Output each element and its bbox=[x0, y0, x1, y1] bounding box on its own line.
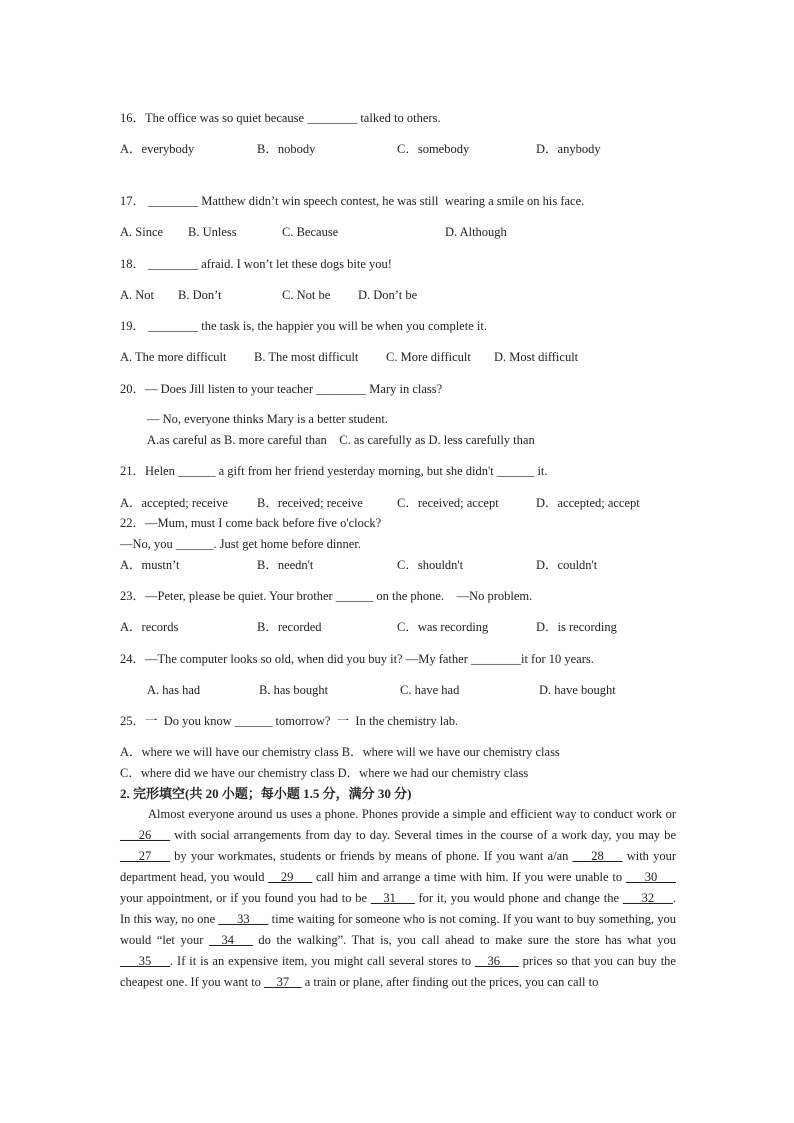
q22-option-d[interactable]: D．couldn't bbox=[536, 558, 598, 572]
passage-text: . In this way, no one bbox=[120, 891, 676, 926]
q21-option-b[interactable]: B．received; receive bbox=[257, 496, 363, 510]
blank-36[interactable]: __36___ bbox=[475, 954, 519, 968]
q24-option-b[interactable]: B. has bought bbox=[259, 683, 329, 697]
q22-option-c[interactable]: C．shouldn't bbox=[397, 558, 464, 572]
q21-option-d[interactable]: D．accepted; accept bbox=[536, 496, 640, 510]
q17-option-c[interactable]: C. Because bbox=[282, 225, 339, 239]
question-21-stem: 21．Helen ______ a gift from her friend yesterday morning, but she didn't ______ it. bbox=[120, 464, 548, 478]
passage-text: call him and arrange a time with him. If you were unable to bbox=[312, 870, 626, 884]
blank-27[interactable]: ___27___ bbox=[120, 849, 170, 863]
q24-option-a[interactable]: A. has had bbox=[147, 683, 201, 697]
passage-text: do the walking”. That is, you call ahead to make sure the store has what you bbox=[252, 933, 676, 947]
question-17-stem: 17． ________ Matthew didn’t win speech contest, he was still wearing a smile on his face. bbox=[120, 194, 585, 208]
blank-30[interactable]: ___30___ bbox=[626, 870, 676, 884]
q19-option-b[interactable]: B. The most difficult bbox=[254, 350, 359, 364]
passage-text: prices so that you can buy the cheapest one. If you want to bbox=[120, 954, 676, 989]
q25-options-line-2[interactable]: C．where did we have our chemistry class D．where we had our chemistry class bbox=[120, 766, 529, 780]
q21-option-c[interactable]: C．received; accept bbox=[397, 496, 499, 510]
section-2-heading: 2. 完形填空(共 20 小题；每小题 1.5 分，满分 30 分) bbox=[120, 786, 412, 801]
q23-option-d[interactable]: D．is recording bbox=[536, 620, 617, 634]
q19-option-d[interactable]: D. Most difficult bbox=[494, 350, 579, 364]
q20-reply: — No, everyone thinks Mary is a better student. bbox=[147, 412, 388, 426]
blank-29[interactable]: __29___ bbox=[268, 870, 313, 884]
q20-options[interactable]: A.as careful as B. more careful than C. as carefully as D. less carefully than bbox=[147, 433, 535, 447]
blank-31[interactable]: __31___ bbox=[370, 891, 415, 905]
question-18-stem: 18． ________ afraid. I won’t let these dogs bite you! bbox=[120, 257, 392, 271]
q16-option-a[interactable]: A．everybody bbox=[120, 142, 195, 156]
blank-32[interactable]: ___32___ bbox=[622, 891, 673, 905]
q19-option-c[interactable]: C. More difficult bbox=[386, 350, 471, 364]
cloze-passage bbox=[120, 804, 676, 993]
passage-text: with social arrangements from day to day. Several times in the course of a work day, you may be bbox=[170, 828, 676, 842]
q23-option-b[interactable]: B．recorded bbox=[257, 620, 322, 634]
question-16-stem: 16．The office was so quiet because ________ talked to others. bbox=[120, 111, 441, 125]
q23-option-a[interactable]: A．records bbox=[120, 620, 179, 634]
q23-option-c[interactable]: C．was recording bbox=[397, 620, 489, 634]
q18-option-b[interactable]: B. Don’t bbox=[178, 288, 222, 302]
q25-options-line-1[interactable]: A．where we will have our chemistry class B．where will we have our chemistry class bbox=[120, 745, 560, 759]
question-24-stem: 24．—The computer looks so old, when did you buy it? —My father ________it for 10 years. bbox=[120, 652, 594, 666]
q18-option-a[interactable]: A. Not bbox=[120, 288, 155, 302]
question-23-stem: 23．—Peter, please be quiet. Your brother ______ on the phone. —No problem. bbox=[120, 589, 533, 603]
q17-option-a[interactable]: A. Since bbox=[120, 225, 164, 239]
blank-34[interactable]: __34___ bbox=[209, 933, 253, 947]
passage-text: by your workmates, students or friends by means of phone. If you want a/an bbox=[170, 849, 573, 863]
q17-option-d[interactable]: D. Although bbox=[445, 225, 507, 239]
q16-option-d[interactable]: D．anybody bbox=[536, 142, 601, 156]
q16-option-b[interactable]: B．nobody bbox=[257, 142, 316, 156]
q22-reply: —No, you ______. Just get home before dinner. bbox=[120, 537, 361, 551]
q24-option-d[interactable]: D. have bought bbox=[539, 683, 616, 697]
passage-text: Almost everyone around us uses a phone. Phones provide a simple and efficient way to conduct work or bbox=[148, 807, 676, 821]
q24-option-c[interactable]: C. have had bbox=[400, 683, 460, 697]
q19-option-a[interactable]: A. The more difficult bbox=[120, 350, 227, 364]
blank-26[interactable]: ___26___ bbox=[120, 828, 170, 842]
blank-33[interactable]: ___33___ bbox=[218, 912, 269, 926]
question-20-stem: 20．— Does Jill listen to your teacher ________ Mary in class? bbox=[120, 382, 443, 396]
passage-text: . If it is an expensive item, you might call several stores to bbox=[170, 954, 475, 968]
q21-option-a[interactable]: A．accepted; receive bbox=[120, 496, 228, 510]
passage-text: with your department head, you would bbox=[120, 849, 676, 884]
blank-35[interactable]: ___35___ bbox=[120, 954, 170, 968]
passage-text: a train or plane, after finding out the prices, you can call to bbox=[301, 975, 599, 989]
passage-text: time waiting for someone who is not coming. If you want to buy something, you would “let your bbox=[120, 912, 676, 947]
q22-option-a[interactable]: A．mustn’t bbox=[120, 558, 180, 572]
q18-option-c[interactable]: C. Not be bbox=[282, 288, 331, 302]
q22-option-b[interactable]: B．needn't bbox=[257, 558, 314, 572]
question-22-stem: 22．—Mum, must I come back before five o'clock? bbox=[120, 516, 382, 530]
blank-28[interactable]: ___28___ bbox=[572, 849, 623, 863]
question-19-stem: 19． ________ the task is, the happier you will be when you complete it. bbox=[120, 319, 487, 333]
q18-option-d[interactable]: D. Don’t be bbox=[358, 288, 418, 302]
passage-text: your appointment, or if you found you had to be bbox=[120, 891, 371, 905]
q16-option-c[interactable]: C．somebody bbox=[397, 142, 470, 156]
question-25-stem: 25．一 Do you know ______ tomorrow? 一 In the chemistry lab. bbox=[120, 714, 459, 728]
passage-text: for it, you would phone and change the bbox=[414, 891, 623, 905]
blank-37[interactable]: __37__ bbox=[264, 975, 302, 989]
q17-option-b[interactable]: B. Unless bbox=[188, 225, 237, 239]
